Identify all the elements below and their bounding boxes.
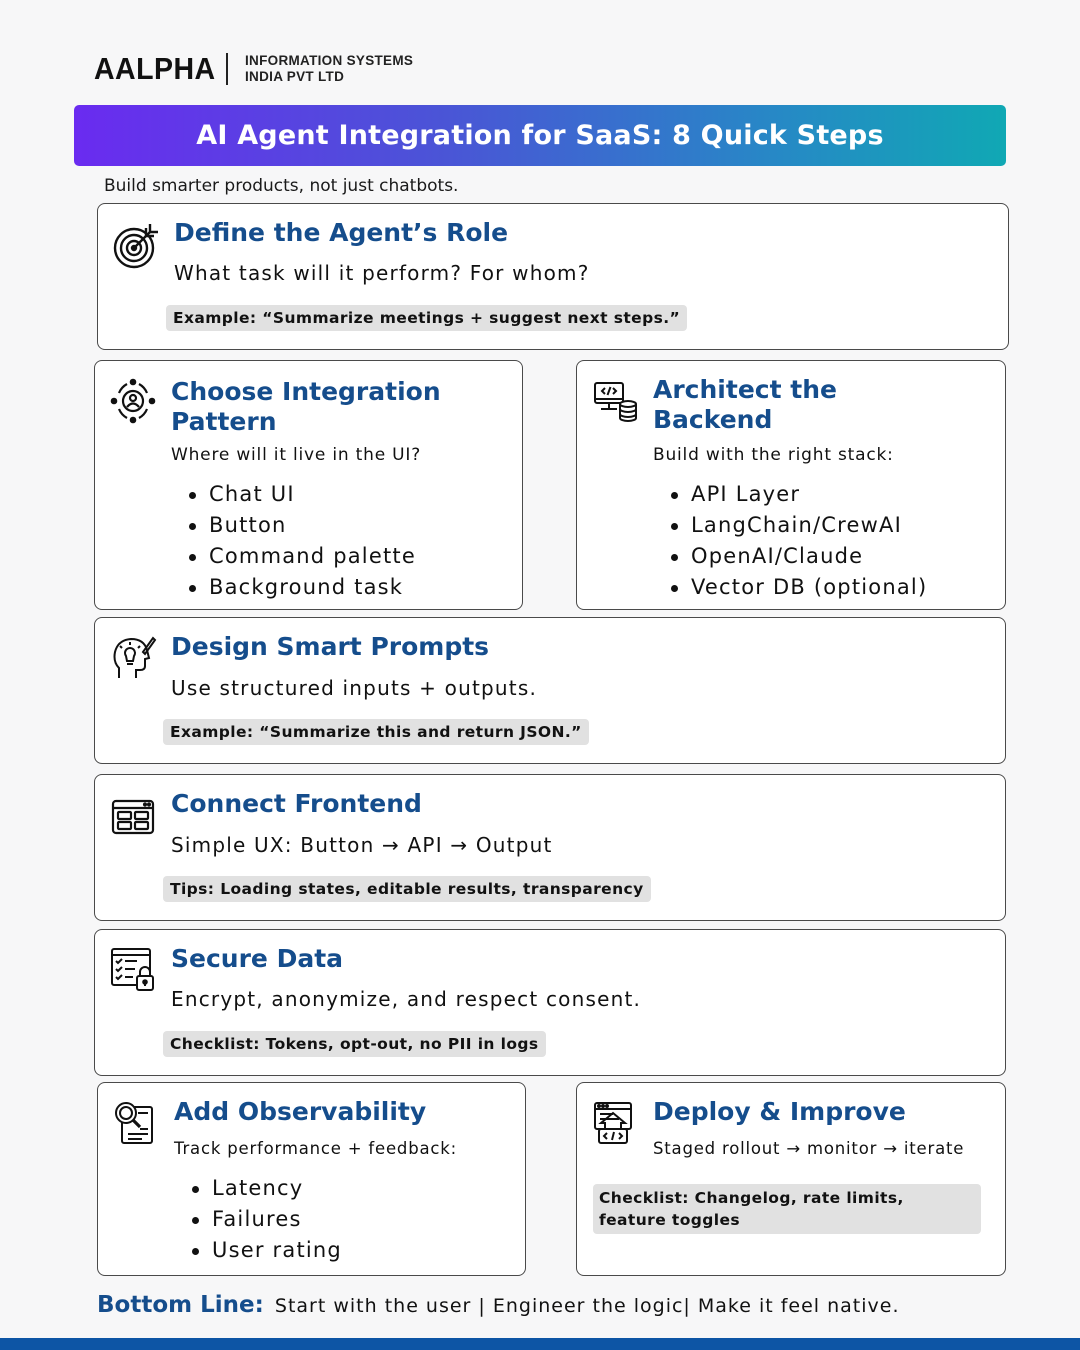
- step-card-secure-data: [94, 929, 1006, 1076]
- page-subtitle: Build smarter products, not just chatbots.: [104, 176, 459, 196]
- magnifier-report-icon: [112, 1099, 160, 1147]
- user-network-icon: [109, 377, 157, 425]
- logo-subtitle: [245, 53, 413, 85]
- example-note: Example: “Summarize this and return JSON.”: [163, 719, 589, 745]
- step-text: Encrypt, anonymize, and respect consent.: [171, 987, 642, 1011]
- step-title: [653, 375, 837, 435]
- step-text: Use structured inputs + outputs.: [171, 676, 538, 700]
- step-title: Define the Agent’s Role: [174, 218, 509, 247]
- list-item: Failures: [192, 1204, 342, 1235]
- step-text: Track performance + feedback:: [174, 1139, 457, 1158]
- page-title: AI Agent Integration for SaaS: 8 Quick Steps: [196, 120, 884, 151]
- step-title: Add Observability: [174, 1097, 427, 1126]
- step-card-architect-backend: [576, 360, 1006, 610]
- bottom-line-label: Bottom Line:: [97, 1292, 264, 1318]
- bottom-line-text: Start with the user | Engineer the logic| Make it feel native.: [274, 1295, 900, 1317]
- target-icon: [112, 222, 160, 270]
- bullet-list: [192, 1173, 342, 1266]
- checklist-note: Checklist: Changelog, rate limits, feature toggles: [593, 1184, 981, 1234]
- step-card-define-role: [97, 203, 1009, 350]
- step-card-connect-frontend: [94, 774, 1006, 921]
- logo-subtitle-line1: INFORMATION SYSTEMS: [245, 53, 414, 68]
- step-text: Where will it live in the UI?: [171, 445, 422, 465]
- step-title: Deploy & Improve: [653, 1097, 906, 1126]
- list-item: API Layer: [671, 479, 927, 510]
- idea-head-icon: [109, 634, 157, 682]
- bottom-line: [97, 1292, 900, 1318]
- list-item: Latency: [192, 1173, 342, 1204]
- step-title: Design Smart Prompts: [171, 632, 490, 661]
- logo-divider: [226, 53, 228, 85]
- list-item: User rating: [192, 1235, 342, 1266]
- list-item: OpenAI/Claude: [671, 541, 927, 572]
- checklist-note: Checklist: Tokens, opt-out, no PII in logs: [163, 1031, 546, 1057]
- list-item: Chat UI: [189, 479, 416, 510]
- step-text: What task will it perform? For whom?: [174, 261, 590, 285]
- step-title-line1: Architect the: [653, 375, 837, 404]
- code-window-icon: [591, 1099, 639, 1147]
- step-text: Simple UX: Button → API → Output: [171, 833, 553, 857]
- browser-layout-icon: [109, 797, 157, 845]
- step-title-line2: Backend: [653, 405, 773, 434]
- list-item: Background task: [189, 572, 416, 603]
- server-database-icon: [591, 377, 639, 425]
- list-item: Button: [189, 510, 416, 541]
- company-logo: [94, 52, 413, 86]
- logo-subtitle-line2: INDIA PVT LTD: [245, 69, 345, 84]
- logo-wordmark: AALPHA: [94, 51, 216, 86]
- step-text: Staged rollout → monitor → iterate: [653, 1139, 965, 1158]
- step-title-line1: Choose Integration: [171, 377, 441, 406]
- list-item: Command palette: [189, 541, 416, 572]
- step-card-smart-prompts: [94, 617, 1006, 764]
- bullet-list: [671, 479, 927, 603]
- example-note: Example: “Summarize meetings + suggest next steps.”: [166, 305, 687, 331]
- list-item: LangChain/CrewAI: [671, 510, 927, 541]
- step-title: Connect Frontend: [171, 789, 422, 818]
- title-banner: [74, 105, 1006, 166]
- tips-note: Tips: Loading states, editable results, transparency: [163, 876, 651, 902]
- step-text: Build with the right stack:: [653, 445, 894, 465]
- checklist-lock-icon: [109, 946, 157, 994]
- step-title: Secure Data: [171, 944, 344, 973]
- step-card-integration-pattern: [94, 360, 523, 610]
- step-card-deploy-improve: [576, 1082, 1006, 1276]
- step-title-line2: Pattern: [171, 407, 277, 436]
- step-card-observability: [97, 1082, 526, 1276]
- bullet-list: [189, 479, 416, 603]
- step-title: [171, 377, 441, 437]
- list-item: Vector DB (optional): [671, 572, 927, 603]
- footer-bar: [0, 1338, 1080, 1350]
